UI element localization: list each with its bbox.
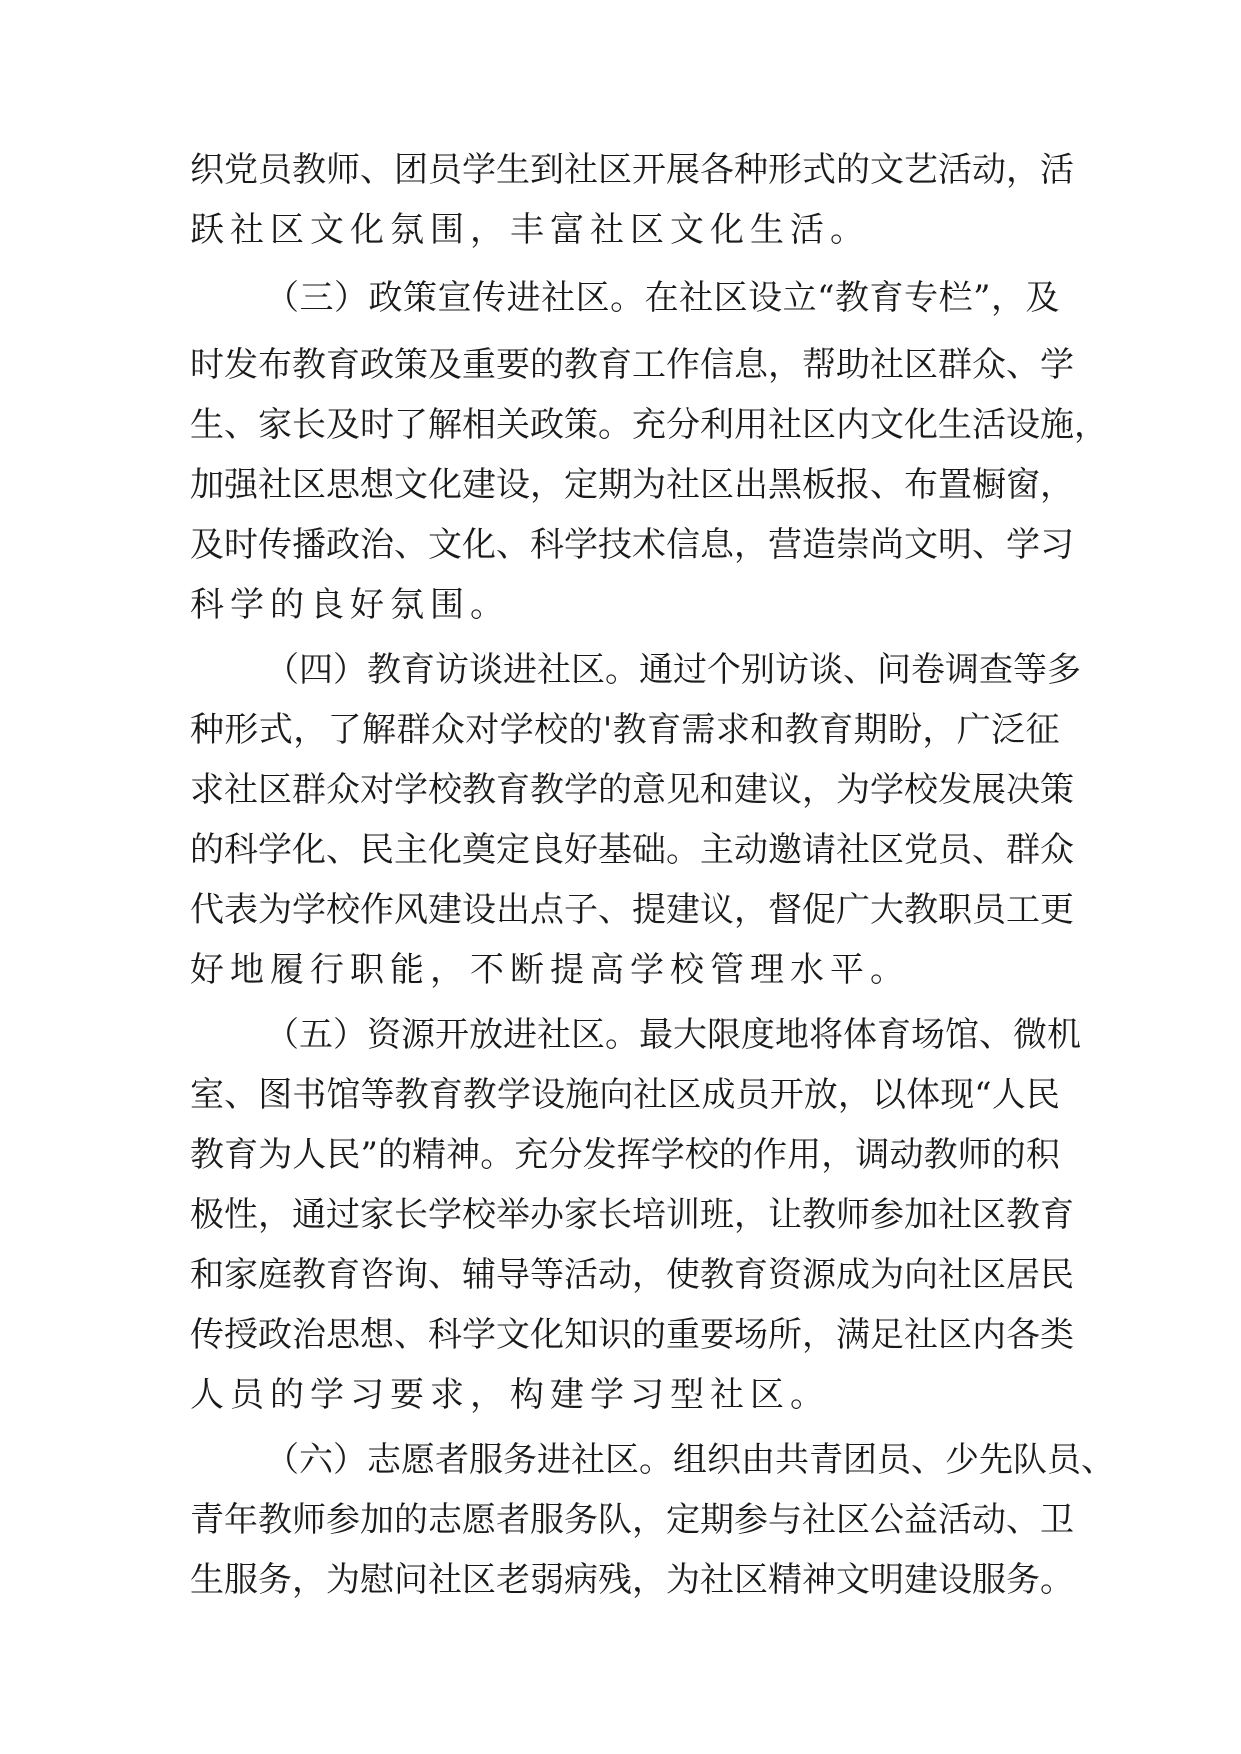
text-line: 教育为人民”的精神。充分发挥学校的作用，调动教师的积 bbox=[190, 1135, 1060, 1175]
text-line: 极性，通过家长学校举办家长培训班，让教师参加社区教育 bbox=[190, 1195, 1074, 1235]
text-line: 人员的学习要求，构建学习型社区。 bbox=[190, 1375, 830, 1415]
text-line: 种形式，了解群众对学校的'教育需求和教育期盼，广泛征 bbox=[190, 710, 1061, 750]
text-line: 科学的良好氛围。 bbox=[190, 585, 510, 625]
text-line: 加强社区思想文化建设，定期为社区出黑板报、布置橱窗， bbox=[190, 465, 1074, 505]
text-line: 传授政治思想、科学文化知识的重要场所，满足社区内各类 bbox=[190, 1315, 1074, 1355]
paragraph-heading-line: （三）政策宣传进社区。在社区设立“教育专栏”，及 bbox=[265, 278, 1061, 318]
text-line: 的科学化、民主化奠定良好基础。主动邀请社区党员、群众 bbox=[190, 830, 1074, 870]
text-line: 代表为学校作风建设出点子、提建议，督促广大教职员工更 bbox=[190, 890, 1074, 930]
text-line: 生、家长及时了解相关政策。充分利用社区内文化生活设施， bbox=[190, 405, 1108, 445]
text-line: 时发布教育政策及重要的教育工作信息，帮助社区群众、学 bbox=[190, 345, 1074, 385]
paragraph-heading-line: （五）资源开放进社区。最大限度地将体育场馆、微机 bbox=[265, 1015, 1081, 1055]
text-line: 室、图书馆等教育教学设施向社区成员开放，以体现“人民 bbox=[190, 1075, 1060, 1115]
text-line: 跃社区文化氛围，丰富社区文化生活。 bbox=[190, 210, 870, 250]
text-line: 和家庭教育咨询、辅导等活动，使教育资源成为向社区居民 bbox=[190, 1255, 1074, 1295]
text-line: 好地履行职能，不断提高学校管理水平。 bbox=[190, 950, 910, 990]
paragraph-heading-line: （四）教育访谈进社区。通过个别访谈、问卷调查等多 bbox=[265, 650, 1081, 690]
text-line: 生服务，为慰问社区老弱病残，为社区精神文明建设服务。 bbox=[190, 1560, 1074, 1600]
text-line: 求社区群众对学校教育教学的意见和建议，为学校发展决策 bbox=[190, 770, 1074, 810]
text-line: 青年教师参加的志愿者服务队，定期参与社区公益活动、卫 bbox=[190, 1500, 1074, 1540]
text-line: 织党员教师、团员学生到社区开展各种形式的文艺活动，活 bbox=[190, 150, 1074, 190]
text-line: 及时传播政治、文化、科学技术信息，营造崇尚文明、学习 bbox=[190, 525, 1074, 565]
paragraph-heading-line: （六）志愿者服务进社区。组织由共青团员、少先队员、 bbox=[265, 1440, 1115, 1480]
